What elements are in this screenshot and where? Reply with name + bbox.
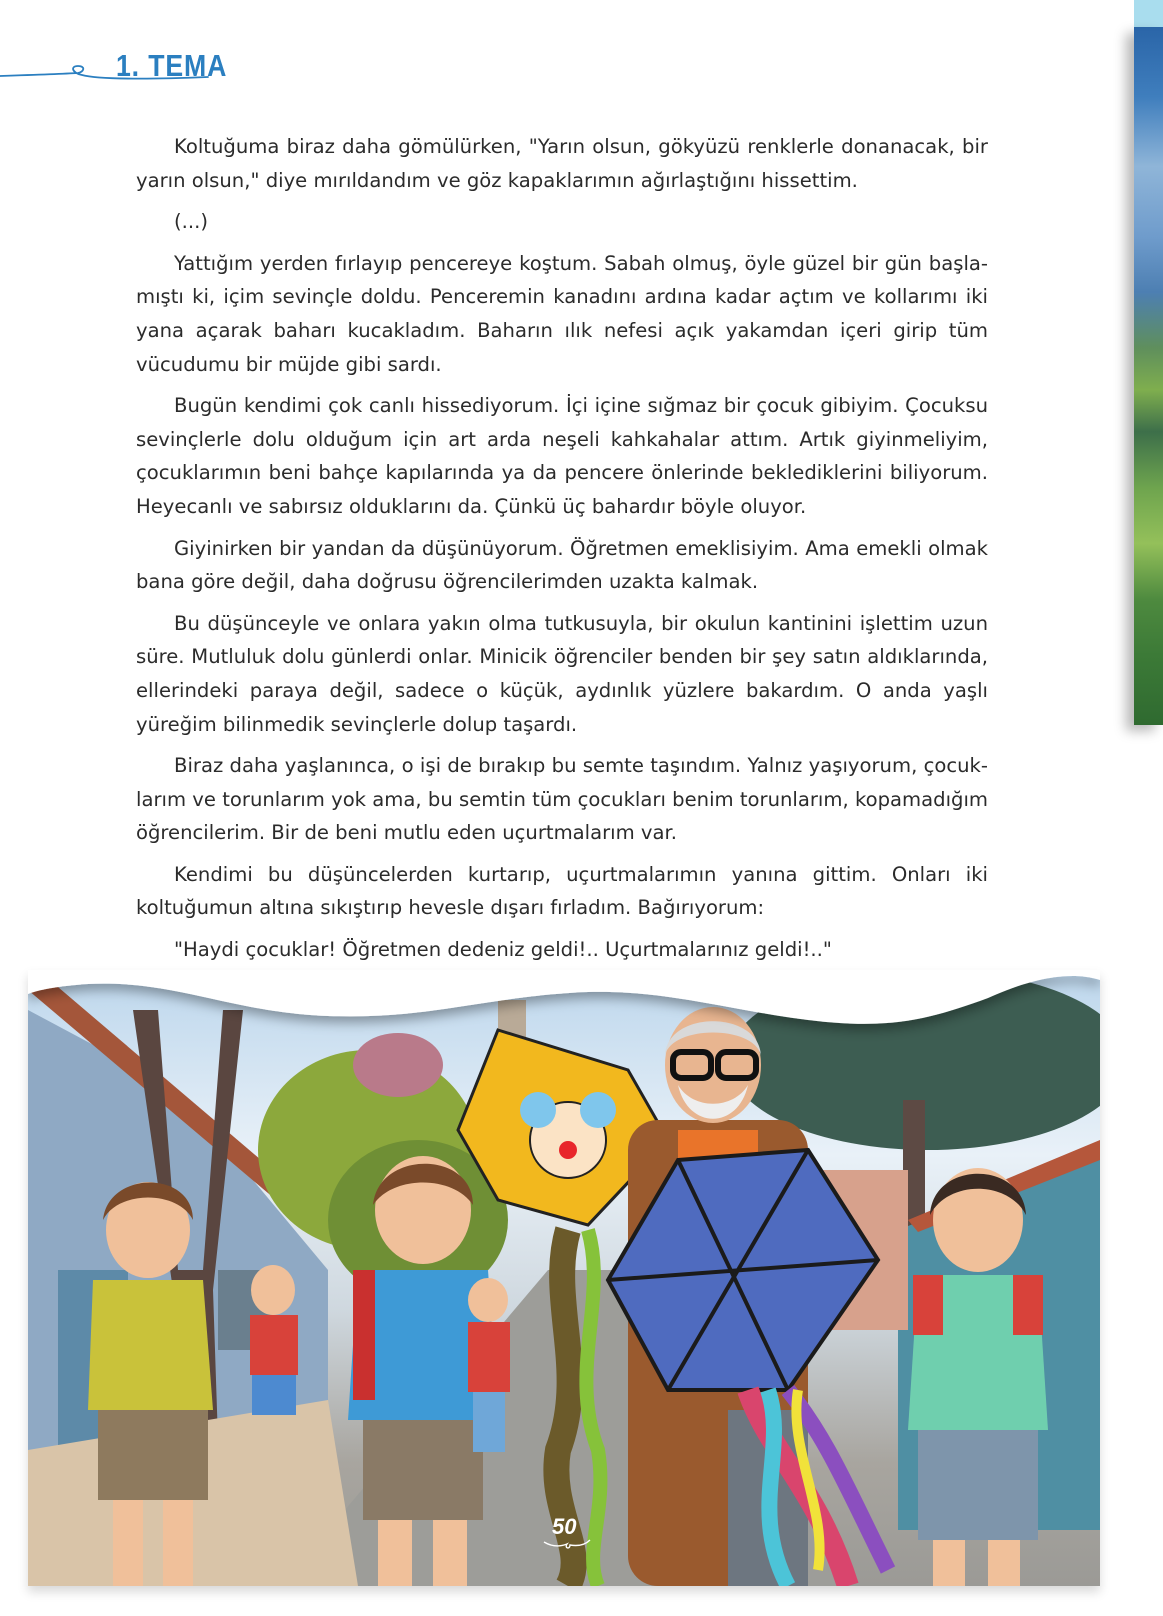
paragraph: Biraz daha yaşlanınca, o işi de bırakıp bu semte taşındım. Yalnız yaşıyorum, çocuklarım ve torunlarım yok ama, bu semtin tüm çocukları benim torunlarım, kopamadığım öğrencilerim. Bir de beni mutlu eden uçurtmalarım var. (136, 754, 988, 845)
theme-header (0, 36, 260, 96)
side-strip-top-band (1134, 0, 1163, 27)
paragraph: Giyinirken bir yandan da düşünüyorum. Öğretmen emeklisiyim. Ama emekli olmak bana göre değil, daha doğrusu öğrencilerimden uzakta kalmak. (136, 536, 988, 594)
paragraph-ellipsis: (...) (174, 210, 208, 234)
paragraph: Koltuğuma biraz daha gömülürken, "Yarın olsun, gökyüzü renklerle donanacak, bir yarın olsun," diye mırıldandım ve göz kapaklarımın ağırlaştığını hissettim. (136, 135, 988, 192)
side-image-strip (1134, 0, 1163, 725)
story-illustration (28, 970, 1100, 1586)
paragraph: Bu düşünceyle ve onlara yakın olma tutkusuyla, bir okulun kantinini işlettim uzun süre. Mutluluk dolu günlerdi onlar. Minicik öğrenciler benden bir şey satın aldıklarında, ellerindeki paraya değil, sadece o küçük, aydınlık yüzlere bakardım. O anda yaşlı yüreğim bilinmedik sevinçlerle dolup taşardı. (136, 611, 988, 736)
side-landscape-image (1134, 27, 1163, 725)
paragraph: Kendimi bu düşüncelerden kurtarıp, uçurtmalarımın yanına gittim. Onları iki koltuğumun altına sıkıştırıp hevesle dışarı fırladım. Bağırıyorum: (136, 862, 988, 920)
story-text (136, 130, 988, 1050)
page-number-swash-icon (542, 1538, 592, 1552)
page-number: 50 (552, 1514, 577, 1539)
illustration-scene (28, 970, 1100, 1586)
paragraph: Yattığım yerden fırlayıp pencereye koştum. Sabah olmuş, öyle güzel bir gün başlamıştı ki, içim sevinçle doldu. Penceremin kanadını ardına kadar açtım ve kollarımı iki yana açarak baharı kucakladım. Baharın ılık nefesi açık yakamdan içeri girip tüm vücudumu bir müjde gibi sardı. (136, 251, 988, 376)
dialogue-line: "Haydi çocuklar! Öğretmen dedeniz geldi!.. Uçurtmalarınız geldi!.." (174, 938, 832, 962)
wavy-top-edge (28, 970, 1100, 1060)
paragraph: Bugün kendimi çok canlı hissediyorum. İçi içine sığmaz bir çocuk gibiyim. Çocuksu sevinçlerle dolu olduğum için art arda neşeli kahkahalar attım. Artık giyinmeliyim, çocuklarımın beni bahçe kapılarında ya da pencere önlerinde beklediklerini biliyorum. Heyecanlı ve sabırsız olduklarını da. Çünkü üç bahardır böyle oluyor. (136, 394, 988, 518)
theme-title: 1. TEMA (116, 48, 228, 83)
